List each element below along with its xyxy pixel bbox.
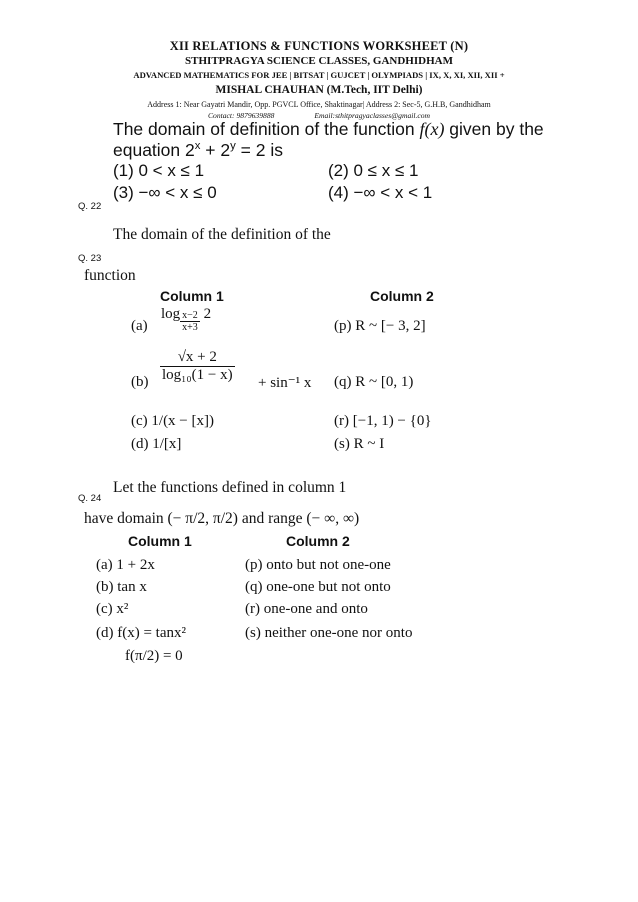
q22-option-4: (4) −∞ < x < 1 bbox=[328, 183, 433, 202]
q24-label: Q. 24 bbox=[78, 493, 102, 504]
worksheet-title: XII RELATIONS & FUNCTIONS WORKSHEET (N) bbox=[169, 39, 469, 53]
q24-col2-header: Column 2 bbox=[286, 533, 350, 549]
q23-a-log: log bbox=[161, 306, 181, 322]
q22-eq-b: + 2 bbox=[200, 140, 231, 160]
q23-col2-header: Column 2 bbox=[370, 288, 434, 304]
q23-d: (d) 1/[x] bbox=[131, 436, 182, 452]
q23-col1-header: Column 1 bbox=[160, 288, 224, 304]
q22-label: Q. 22 bbox=[78, 201, 102, 212]
q23-stem-line2: function bbox=[84, 267, 136, 284]
contact-email: Email:sthitpragyaclasses@gmail.com bbox=[314, 111, 431, 120]
q24-right-q: (q) one-one but not onto bbox=[245, 579, 391, 595]
address-line: Address 1: Near Gayatri Mandir, Opp. PGVCL Office, Shaktinagar| Address 2: Sec-5, G.H.B, Gandhidham bbox=[147, 100, 491, 109]
q22-option-3: (3) −∞ < x ≤ 0 bbox=[113, 183, 217, 202]
teacher-name: MISHAL CHAUHAN (M.Tech, IIT Delhi) bbox=[215, 84, 423, 96]
q22-eq-exp1: x bbox=[194, 140, 201, 153]
q24-left-d: (d) f(x) = tanx² bbox=[96, 625, 187, 641]
q23-a-base-num: x−2 bbox=[182, 310, 198, 321]
q23-b-tail: + sin⁻¹ x bbox=[258, 375, 312, 391]
q23-b-frac bbox=[160, 349, 235, 384]
q24-left-a: (a) 1 + 2x bbox=[96, 557, 155, 573]
q23-s: (s) R ~ I bbox=[334, 436, 385, 452]
q23-a-arg: 2 bbox=[203, 306, 212, 322]
q22-option-2: (2) 0 ≤ x ≤ 1 bbox=[328, 161, 419, 180]
courses-line: ADVANCED MATHEMATICS FOR JEE | BITSAT | GUJCET | OLYMPIADS | IX, X, XI, XII, XII + bbox=[133, 70, 505, 80]
q23-a-expr bbox=[161, 306, 211, 333]
q22-stem-line1 bbox=[113, 119, 544, 140]
q23-b-expr bbox=[160, 349, 235, 384]
q22-stem-post: given by the bbox=[444, 119, 544, 139]
q22-eq-exp2: y bbox=[230, 140, 236, 153]
q22-option-1: (1) 0 < x ≤ 1 bbox=[113, 161, 205, 180]
q24-left-c: (c) x² bbox=[96, 601, 129, 617]
q24-left-b: (b) tan x bbox=[96, 579, 147, 595]
q23-a-base-den: x+3 bbox=[182, 322, 198, 333]
q23-b-num: √x + 2 bbox=[160, 349, 235, 367]
q23-label: Q. 23 bbox=[78, 253, 102, 264]
q24-stem-line2: have domain (− π/2, π/2) and range (− ∞, ∞) bbox=[84, 510, 360, 527]
q22-fx: f(x) bbox=[419, 119, 445, 139]
q24-left-d-cond: f(π/2) = 0 bbox=[125, 648, 183, 664]
q23-b-den: log₁₀(1 − x) bbox=[162, 367, 233, 383]
q23-a-base bbox=[180, 310, 200, 333]
q23-b-label: (b) bbox=[131, 374, 149, 390]
q22-stem-pre: The domain of definition of the function bbox=[113, 119, 420, 139]
q24-stem-line1: Let the functions defined in column 1 bbox=[113, 479, 347, 496]
q24-right-p: (p) onto but not one-one bbox=[245, 557, 391, 573]
q22-eq-c: = 2 is bbox=[235, 140, 283, 160]
q23-p: (p) R ~ [− 3, 2] bbox=[334, 318, 426, 334]
q23-q: (q) R ~ [0, 1) bbox=[334, 374, 414, 390]
institute-name: STHITPRAGYA SCIENCE CLASSES, GANDHIDHAM bbox=[185, 55, 453, 67]
q23-stem-line1: The domain of the definition of the bbox=[113, 226, 331, 243]
q23-r: (r) [−1, 1) − {0} bbox=[334, 413, 432, 429]
q23-c: (c) 1/(x − [x]) bbox=[131, 413, 215, 429]
q22-stem-line2 bbox=[113, 140, 283, 161]
q24-col1-header: Column 1 bbox=[128, 533, 192, 549]
q23-a-label: (a) bbox=[131, 318, 148, 334]
contact-phone: Contact: 9879639888 bbox=[207, 111, 275, 120]
q24-right-r: (r) one-one and onto bbox=[245, 601, 368, 617]
q22-eq-a: equation 2 bbox=[113, 140, 195, 160]
q24-right-s: (s) neither one-one nor onto bbox=[245, 625, 413, 641]
